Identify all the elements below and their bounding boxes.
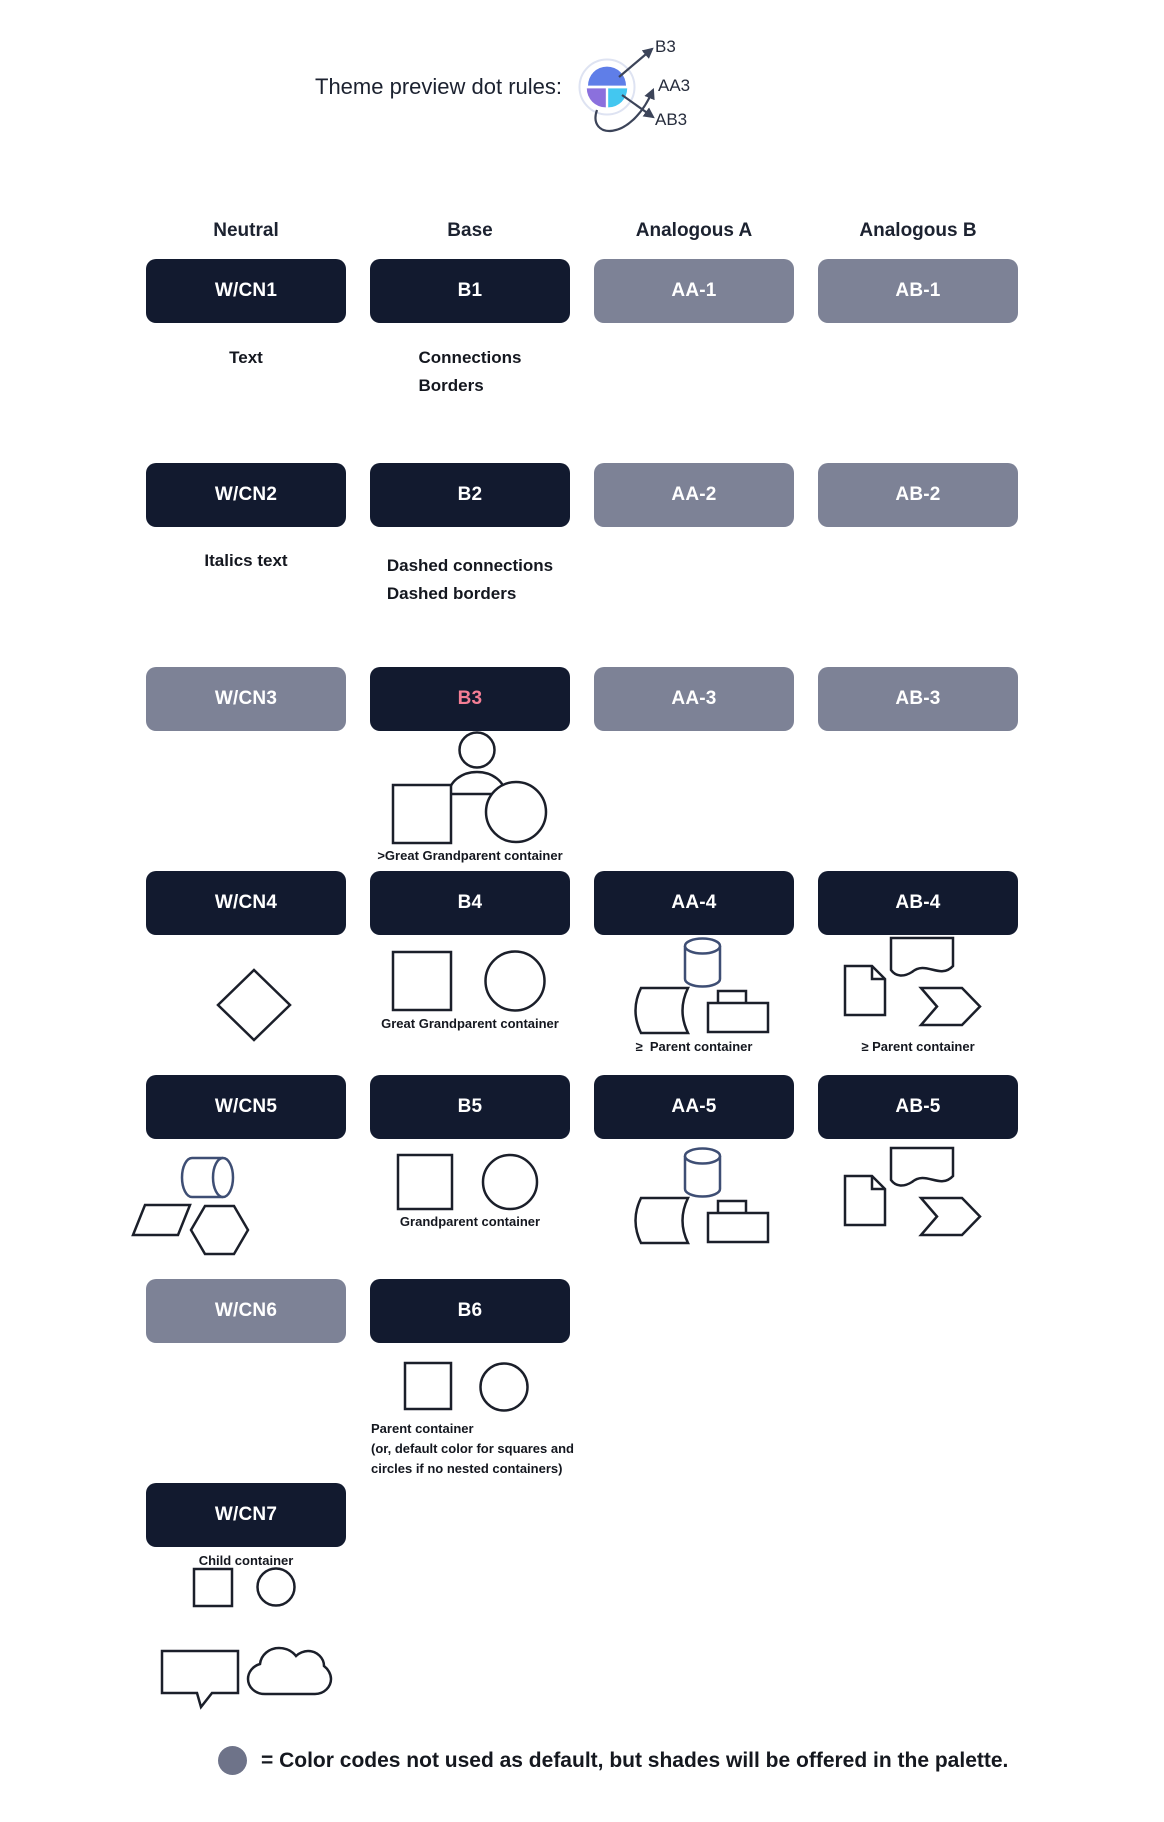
- chevron-icon: [921, 1198, 980, 1235]
- caption-b1-line2: Borders: [418, 376, 484, 395]
- cloud-icon: [248, 1648, 331, 1694]
- swatch-aa2: AA-2: [594, 463, 794, 527]
- circle-shape: [483, 1155, 537, 1209]
- square-shape: [194, 1569, 232, 1606]
- swatch-wcn3: W/CN3: [146, 667, 346, 731]
- square-circle-shapes: [390, 1148, 560, 1212]
- swatch-wcn2: W/CN2: [146, 463, 346, 527]
- circle-shape: [486, 782, 546, 842]
- hexagon-icon: [191, 1206, 248, 1254]
- cylinder-storeddata-folder-shapes: [625, 930, 775, 1036]
- hcylinder-parallelogram-hexagon-shapes: [125, 1140, 265, 1258]
- square-shape: [393, 785, 451, 843]
- caption-wcn7: Child container: [198, 1553, 294, 1568]
- square-shape: [393, 952, 451, 1010]
- cylinder-storeddata-folder-shapes: [625, 1140, 775, 1246]
- column-header-analogous-a: Analogous A: [635, 220, 753, 241]
- gray-dot-icon: [218, 1746, 247, 1775]
- caption-b2-line1: Dashed connections: [386, 556, 554, 575]
- caption-wcn1: Text: [229, 348, 263, 367]
- swatch-b2: B2: [370, 463, 570, 527]
- folder-body-icon: [708, 1003, 768, 1032]
- caption-b6: [371, 1419, 611, 1479]
- speech-bubble-icon: [162, 1651, 238, 1707]
- wave-flag-icon: [891, 1148, 953, 1186]
- document-icon: [845, 1176, 885, 1225]
- caption-b6-line3: circles if no nested containers): [371, 1461, 563, 1476]
- wave-flag-icon: [891, 938, 953, 976]
- theme-dot-diagram: [570, 28, 720, 143]
- swatch-wcn4: W/CN4: [146, 871, 346, 935]
- caption-b2: [370, 552, 570, 608]
- swatch-aa3: AA-3: [594, 667, 794, 731]
- swatch-wcn5: W/CN5: [146, 1075, 346, 1139]
- swatch-wcn6: W/CN6: [146, 1279, 346, 1343]
- square-circle-shapes: [185, 1562, 315, 1610]
- dot-label-b3: B3: [655, 37, 676, 56]
- legend-text: = Color codes not used as default, but shades will be offered in the palette.: [261, 1748, 1009, 1772]
- person-square-circle-shapes: [385, 726, 555, 848]
- dot-label-ab3: AB3: [655, 110, 688, 129]
- column-header-base: Base: [447, 220, 493, 241]
- stored-data-icon: [636, 988, 689, 1033]
- swatch-b5: B5: [370, 1075, 570, 1139]
- document-icon: [845, 966, 885, 1015]
- swatch-b1: B1: [370, 259, 570, 323]
- swatch-aa1: AA-1: [594, 259, 794, 323]
- speechbubble-cloud-shapes: [150, 1635, 340, 1713]
- swatch-ab4: AB-4: [818, 871, 1018, 935]
- swatch-aa5: AA-5: [594, 1075, 794, 1139]
- circle-shape: [486, 952, 545, 1011]
- column-header-neutral: Neutral: [213, 220, 279, 241]
- folder-body-icon: [708, 1213, 768, 1242]
- caption-b3: >Great Grandparent container: [377, 848, 563, 863]
- caption-b6-line1: Parent container: [371, 1421, 474, 1436]
- diamond-shape: [214, 966, 294, 1044]
- caption-b4: Great Grandparent container: [381, 1016, 559, 1031]
- cylinder-top-icon: [685, 939, 720, 954]
- arrow-to-b3: [619, 49, 652, 77]
- swatch-aa4: AA-4: [594, 871, 794, 935]
- swatch-wcn7: W/CN7: [146, 1483, 346, 1547]
- caption-b6-line2: (or, default color for squares and: [371, 1441, 574, 1456]
- circle-shape: [481, 1364, 528, 1411]
- caption-b1: [370, 344, 570, 400]
- swatch-ab2: AB-2: [818, 463, 1018, 527]
- square-shape: [405, 1363, 451, 1409]
- square-circle-shapes: [395, 1356, 565, 1414]
- cylinder-top-icon: [685, 1149, 720, 1164]
- caption-b5: Grandparent container: [399, 1214, 541, 1229]
- circle-shape: [258, 1569, 295, 1606]
- swatch-ab1: AB-1: [818, 259, 1018, 323]
- caption-b2-line2: Dashed borders: [386, 584, 517, 603]
- swatch-b4: B4: [370, 871, 570, 935]
- caption-wcn2: Italics text: [204, 551, 288, 570]
- legend: [218, 1746, 1008, 1775]
- swatch-b6: B6: [370, 1279, 570, 1343]
- square-circle-shapes: [385, 946, 555, 1014]
- caption-aa4: ≥ Parent container: [635, 1039, 753, 1054]
- caption-ab4: ≥ Parent container: [861, 1039, 975, 1054]
- stored-data-icon: [636, 1198, 689, 1243]
- swatch-wcn1: W/CN1: [146, 259, 346, 323]
- caption-b1-line1: Connections: [418, 348, 522, 367]
- swatch-b3: B3: [370, 667, 570, 731]
- person-head-icon: [460, 733, 495, 768]
- column-header-analogous-b: Analogous B: [859, 220, 977, 241]
- swatch-ab5: AB-5: [818, 1075, 1018, 1139]
- chevron-icon: [921, 988, 980, 1025]
- swatch-ab3: AB-3: [818, 667, 1018, 731]
- square-shape: [398, 1155, 452, 1209]
- parallelogram-icon: [133, 1205, 190, 1235]
- page-title: Theme preview dot rules:: [315, 74, 562, 99]
- horizontal-cylinder-cap-icon: [213, 1158, 233, 1197]
- document-wave-chevron-shapes: [838, 1140, 988, 1240]
- document-wave-chevron-shapes: [838, 930, 988, 1030]
- dot-segment-analogous-b: [587, 88, 606, 107]
- dot-label-aa3: AA3: [658, 76, 691, 95]
